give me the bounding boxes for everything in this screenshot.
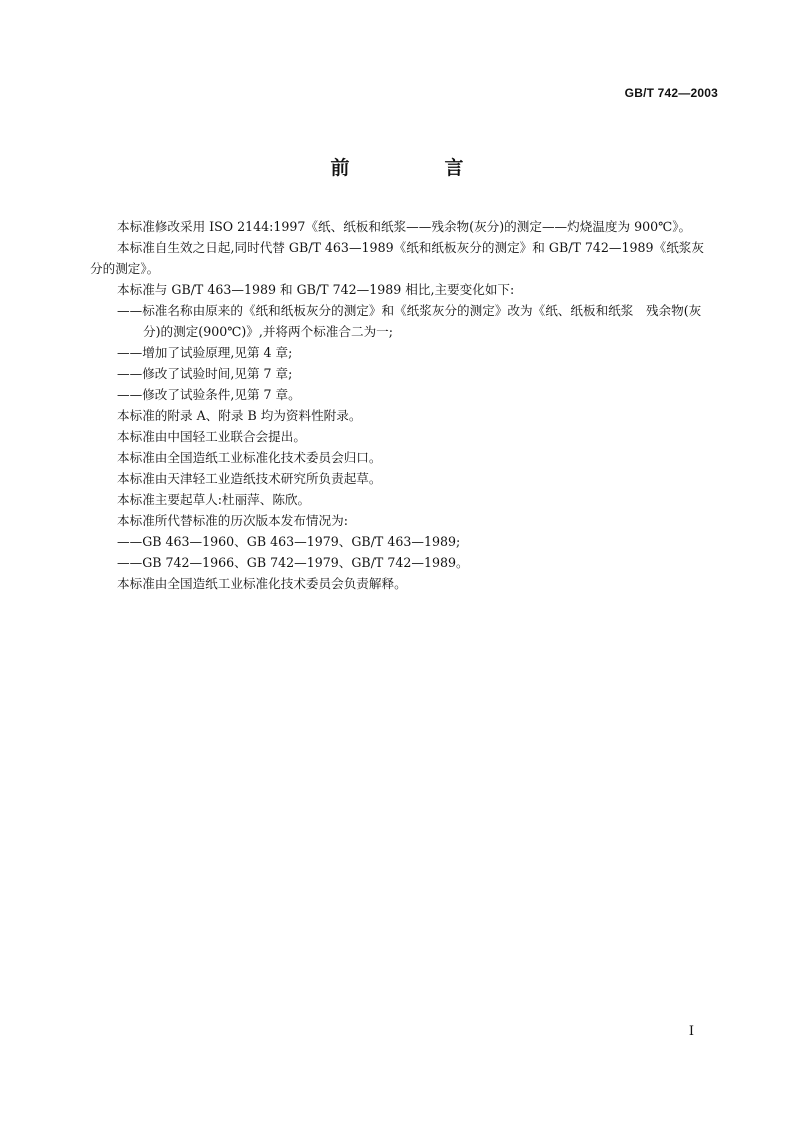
standard-code: GB/T 742—2003 [624, 86, 718, 100]
paragraph-adoption: 本标准修改采用 ISO 2144:1997《纸、纸板和纸浆——残余物(灰分)的测定——灼烧温度为 900℃》。 [117, 219, 692, 234]
history-item: ——GB 742—1966、GB 742—1979、GB/T 742—1989。 [117, 555, 469, 570]
paragraph-centralized: 本标准由全国造纸工业标准化技术委员会归口。 [117, 450, 382, 465]
history-item: ——GB 463—1960、GB 463—1979、GB/T 463—1989; [117, 534, 461, 549]
change-item: ——增加了试验原理,见第 4 章; [117, 345, 293, 360]
page-title: 前 言 [330, 157, 502, 179]
paragraph-interpretation: 本标准由全国造纸工业标准化技术委员会负责解释。 [117, 576, 407, 591]
foreword-body [90, 216, 704, 594]
page-number: I [688, 1024, 694, 1039]
change-item: ——修改了试验时间,见第 7 章; [117, 366, 293, 381]
paragraph-replacement: 本标准自生效之日起,同时代替 GB/T 463—1989《纸和纸板灰分的测定》和 GB/T 742—1989《纸浆灰分的测定》。 [90, 240, 704, 276]
paragraph-appendix: 本标准的附录 A、附录 B 均为资料性附录。 [117, 408, 362, 423]
paragraph-history-intro: 本标准所代替标准的历次版本发布情况为: [117, 513, 348, 528]
paragraph-proposer: 本标准由中国轻工业联合会提出。 [117, 429, 306, 444]
paragraph-drafter-org: 本标准由天津轻工业造纸技术研究所负责起草。 [117, 471, 382, 486]
change-item: ——修改了试验条件,见第 7 章。 [117, 387, 301, 402]
paragraph-drafters: 本标准主要起草人:杜丽萍、陈欣。 [117, 492, 311, 507]
change-item: ——标准名称由原来的《纸和纸板灰分的测定》和《纸浆灰分的测定》改为《纸、纸板和纸浆 残余物(灰分)的测定(900℃)》,并将两个标准合二为一; [117, 303, 702, 339]
paragraph-changes-intro: 本标准与 GB/T 463—1989 和 GB/T 742—1989 相比,主要变化如下: [117, 282, 515, 297]
